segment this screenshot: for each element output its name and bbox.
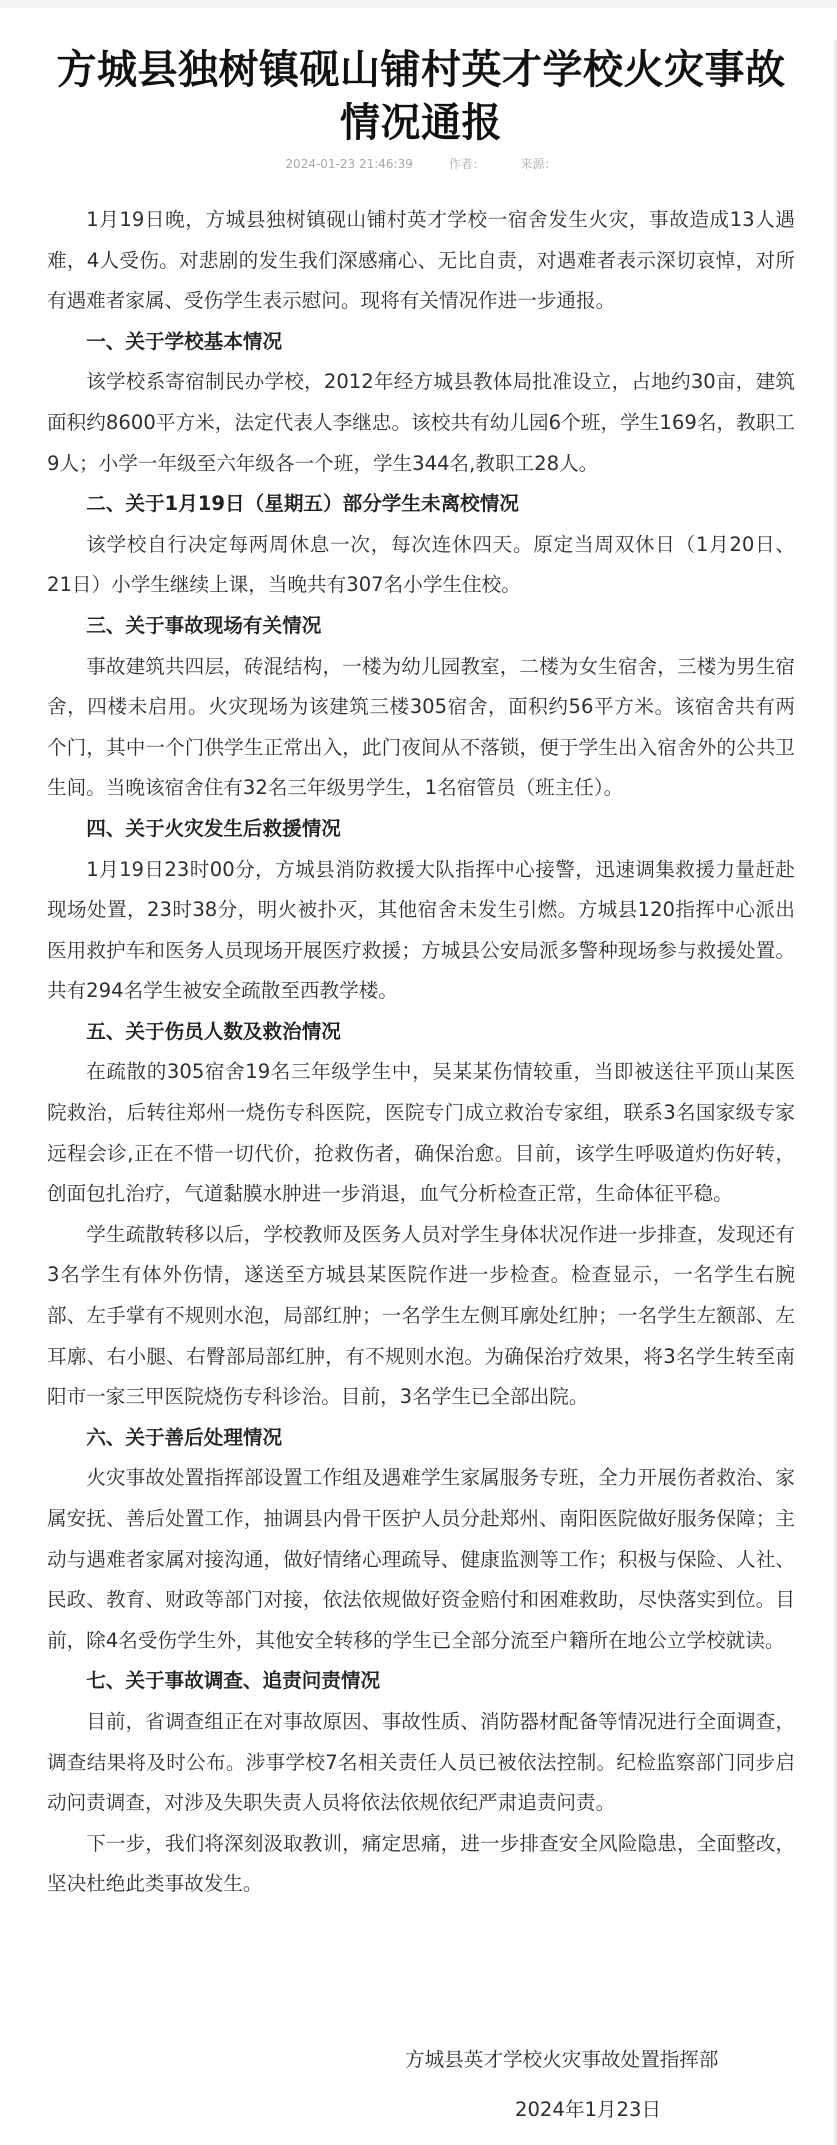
publish-timestamp: 2024-01-23 21:46:39	[285, 157, 413, 171]
author-label: 作者：	[448, 157, 485, 171]
section-heading: 六、关于善后处理情况	[86, 1425, 283, 1449]
section-paragraph: 下一步，我们将深刻汲取教训，痛定思痛，进一步排查安全风险隐患，全面整改，坚决杜绝此类事故发生。	[47, 1831, 795, 1896]
section-heading: 三、关于事故现场有关情况	[86, 613, 322, 637]
article	[47, 44, 795, 1905]
section-heading: 四、关于火灾发生后救援情况	[86, 816, 341, 840]
article-meta	[47, 154, 795, 174]
section-heading: 二、关于1月19日（星期五）部分学生未离校情况	[86, 492, 519, 516]
section-heading: 一、关于学校基本情况	[86, 329, 283, 353]
section-paragraph: 在疏散的305宿舍19名三年级学生中，吴某某伤情较重，当即被送往平顶山某医院救治，后转往郑州一烧伤专科医院，医院专门成立救治专家组，联系3名国家级专家远程会诊,正在不惜一切代价，抢救伤者，确保治愈。目前，该学生呼吸道灼伤好转，创面包扎治疗，气道黏膜水肿进一步消退，血气分析检查正常，生命体征平稳。	[47, 1060, 795, 1206]
source-label: 来源：	[520, 157, 557, 171]
section-paragraph: 目前，省调查组正在对事故原因、事故性质、消防器材配备等情况进行全面调查，调查结果将及时公布。涉事学校7名相关责任人员已被依法控制。纪检监察部门同步启动问责调查，对涉及失职失责人员将依法依规依纪严肃追责问责。	[47, 1709, 795, 1815]
section-paragraph: 学生疏散转移以后，学校教师及医务人员对学生身体状况作进一步排查，发现还有3名学生有体外伤情，遂送至方城县某医院作进一步检查。检查显示，一名学生右腕部、左手掌有不规则水泡，局部红肿；一名学生左侧耳廓处红肿；一名学生左额部、左耳廓、右小腿、右臀部局部红肿，有不规则水泡。为确保治疗效果，将3名学生转至南阳市一家三甲医院烧伤专科诊治。目前，3名学生已全部出院。	[47, 1222, 795, 1409]
page-title: 方城县独树镇砚山铺村英才学校火灾事故情况通报	[56, 47, 786, 146]
article-body	[47, 200, 795, 1905]
section-heading: 五、关于伤员人数及救治情况	[86, 1019, 341, 1043]
signature-date: 2024年1月23日	[515, 2098, 662, 2121]
top-strip	[0, 0, 837, 8]
section-heading: 七、关于事故调查、追责问责情况	[86, 1669, 381, 1693]
signature-org: 方城县英才学校火灾事故处置指挥部	[405, 2048, 719, 2071]
section-paragraph: 事故建筑共四层，砖混结构，一楼为幼儿园教室，二楼为女生宿舍，三楼为男生宿舍，四楼未启用。火灾现场为该建筑三楼305宿舍，面积约56平方米。该宿舍共有两个门，其中一个门供学生正常出入，此门夜间从不落锁，便于学生出入宿舍外的公共卫生间。当晚该宿舍住有32名三年级男学生，1名宿管员（班主任）。	[47, 654, 795, 800]
section-paragraph: 该学校系寄宿制民办学校，2012年经方城县教体局批准设立，占地约30亩，建筑面积约8600平方米，法定代表人李继忠。该校共有幼儿园6个班，学生169名，教职工9人；小学一年级至六年级各一个班，学生344名,教职工28人。	[47, 370, 795, 475]
intro-paragraph: 1月19日晚，方城县独树镇砚山铺村英才学校一宿舍发生火灾，事故造成13人遇难，4人受伤。对悲剧的发生我们深感痛心、无比自责，对遇难者表示深切哀悼，对所有遇难者家属、受伤学生表示慰问。现将有关情况作进一步通报。	[47, 208, 795, 313]
section-paragraph: 该学校自行决定每两周休息一次，每次连休四天。原定当周双休日（1月20日、21日）小学生继续上课，当晚共有307名小学生住校。	[47, 532, 795, 597]
section-paragraph: 1月19日23时00分，方城县消防救援大队指挥中心接警，迅速调集救援力量赶赴现场处置，23时38分，明火被扑灭，其他宿舍未发生引燃。方城县120指挥中心派出医用救护车和医务人员现场开展医疗救援；方城县公安局派多警种现场参与救援处置。共有294名学生被安全疏散至西教学楼。	[47, 857, 795, 1003]
section-paragraph: 火灾事故处置指挥部设置工作组及遇难学生家属服务专班，全力开展伤者救治、家属安抚、善后处置工作，抽调县内骨干医护人员分赴郑州、南阳医院做好服务保障；主动与遇难者家属对接沟通，做好情绪心理疏导、健康监测等工作；积极与保险、人社、民政、教育、财政等部门对接，依法依规做好资金赔付和困难救助，尽快落实到位。目前，除4名受伤学生外，其他安全转移的学生已全部分流至户籍所在地公立学校就读。	[47, 1466, 795, 1652]
